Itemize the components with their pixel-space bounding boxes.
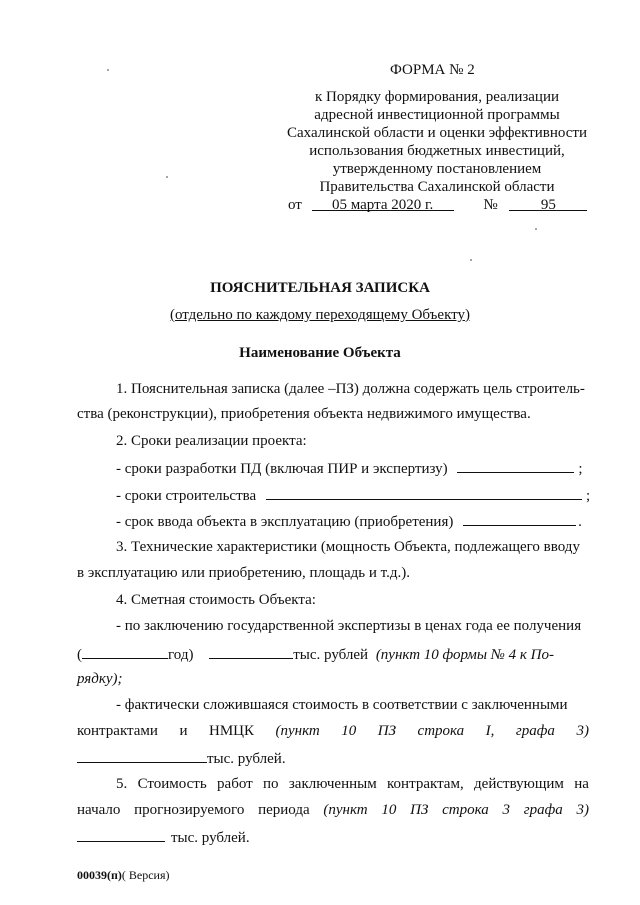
p4-heading: 4. Сметная стоимость Объекта: (116, 592, 316, 608)
number-label: № (483, 197, 498, 213)
ref-word: 3 (502, 802, 510, 818)
p4-a-reference: (пункт 10 формы № 4 к По- (375, 647, 554, 663)
decree-date-line (288, 196, 587, 214)
ref-word: строка (417, 723, 465, 739)
p2-item-construction (116, 485, 590, 505)
ref-word: строка (442, 802, 489, 818)
ref-word: графа (515, 723, 555, 739)
decree-number-field (509, 196, 587, 211)
p3-line-1: 3. Технические характеристики (мощность Объекта, подлежащего вводу (116, 539, 580, 555)
scan-speck (107, 69, 109, 71)
word: заключенным (288, 776, 377, 792)
word: и (179, 723, 188, 739)
header-line-5: утвержденному постановлением (332, 161, 542, 177)
p1-line-2: ства (реконструкции), приобретения объекта недвижимого имущества. (77, 406, 531, 422)
ref-word: 10 (381, 802, 397, 818)
p4-b-line-1: - фактически сложившаяся стоимость в соответствии с заключенными (116, 697, 568, 713)
scan-speck (535, 228, 537, 230)
from-label: от (288, 197, 302, 213)
p4-a-line-3: рядку); (77, 671, 123, 687)
ref-word: (пункт (275, 723, 320, 739)
object-name-heading: Наименование Объекта (239, 345, 401, 361)
word: работ (217, 776, 253, 792)
header-line-4: использования бюджетных инвестиций, (309, 143, 565, 159)
document-subtitle: (отдельно по каждому переходящему Объекту) (169, 307, 471, 323)
ref-word: графа (523, 802, 563, 818)
construction-period-field (266, 485, 582, 500)
units-label: тыс. рублей (293, 647, 369, 663)
word: действующим (474, 776, 564, 792)
p4-a-line-2 (77, 644, 554, 664)
p4-b-line-2 (77, 722, 589, 740)
ref-word: ПЗ (410, 802, 429, 818)
p2-item-commissioning-label: - срок ввода объекта в эксплуатацию (приобретения) (116, 514, 454, 530)
footer-version: ( Версия) (121, 868, 170, 882)
expertise-year-field (82, 644, 168, 659)
decree-date: 05 марта 2020 г. (332, 197, 434, 213)
ref-word: 3) (576, 723, 589, 739)
footer-code-line (77, 866, 170, 884)
header-line-1: к Порядку формирования, реализации (314, 89, 560, 105)
ref-word: ПЗ (377, 723, 397, 739)
semicolon: ; (578, 461, 583, 477)
ref-word: I, (485, 723, 495, 739)
units-label: тыс. рублей. (171, 830, 250, 846)
scan-speck (470, 259, 472, 261)
header-line-2: адресной инвестиционной программы (314, 107, 560, 123)
word: периода (258, 802, 310, 818)
footer-code: 00039(п) (77, 868, 122, 882)
word: прогнозируемого (134, 802, 245, 818)
ref-word: 10 (341, 723, 357, 739)
p2-item-construction-label: - сроки строительства (116, 488, 257, 504)
p4-b-line-3 (77, 748, 286, 768)
semicolon: ; (585, 488, 591, 504)
contract-cost-field (77, 827, 165, 842)
word: на (574, 776, 589, 792)
form-title: ФОРМА № 2 (390, 62, 475, 78)
document-title: ПОЯСНИТЕЛЬНАЯ ЗАПИСКА (210, 280, 430, 296)
p5-line-1 (116, 775, 589, 793)
units-label: тыс. рублей. (207, 751, 286, 767)
commissioning-period-field (463, 511, 576, 526)
p5-line-2 (77, 801, 589, 819)
year-label: год) (168, 647, 194, 663)
p3-line-2: в эксплуатацию или приобретению, площадь и т.д.). (77, 565, 410, 581)
word: по (263, 776, 279, 792)
word: 5. (116, 776, 128, 792)
word: НМЦК (209, 723, 255, 739)
p2-item-design-label: - сроки разработки ПД (включая ПИР и экспертизу) (116, 461, 448, 477)
word: контрактами (77, 723, 158, 739)
header-line-6: Правительства Сахалинской области (319, 179, 555, 195)
decree-number: 95 (540, 197, 556, 213)
actual-cost-field (77, 748, 207, 763)
p2-item-commissioning (116, 511, 582, 531)
p2-item-design (116, 458, 583, 478)
scan-speck (166, 176, 168, 178)
word: начало (77, 802, 121, 818)
ref-word: (пункт (323, 802, 368, 818)
header-line-3: Сахалинской области и оценки эффективности (287, 125, 587, 141)
word: контрактам, (387, 776, 464, 792)
word: Стоимость (137, 776, 207, 792)
p4-a-line-1: - по заключению государственной экспертизы в ценах года ее получения (116, 618, 582, 634)
design-period-field (457, 458, 574, 473)
p1-line-1: 1. Пояснительная записка (далее –ПЗ) должна содержать цель строитель- (116, 381, 585, 397)
open-paren: ( (77, 647, 82, 663)
p5-line-3 (77, 827, 250, 847)
decree-date-field (312, 196, 454, 211)
period: . (578, 514, 582, 530)
expertise-cost-field (209, 644, 293, 659)
p2-heading: 2. Сроки реализации проекта: (116, 433, 307, 449)
ref-word: 3) (576, 802, 589, 818)
